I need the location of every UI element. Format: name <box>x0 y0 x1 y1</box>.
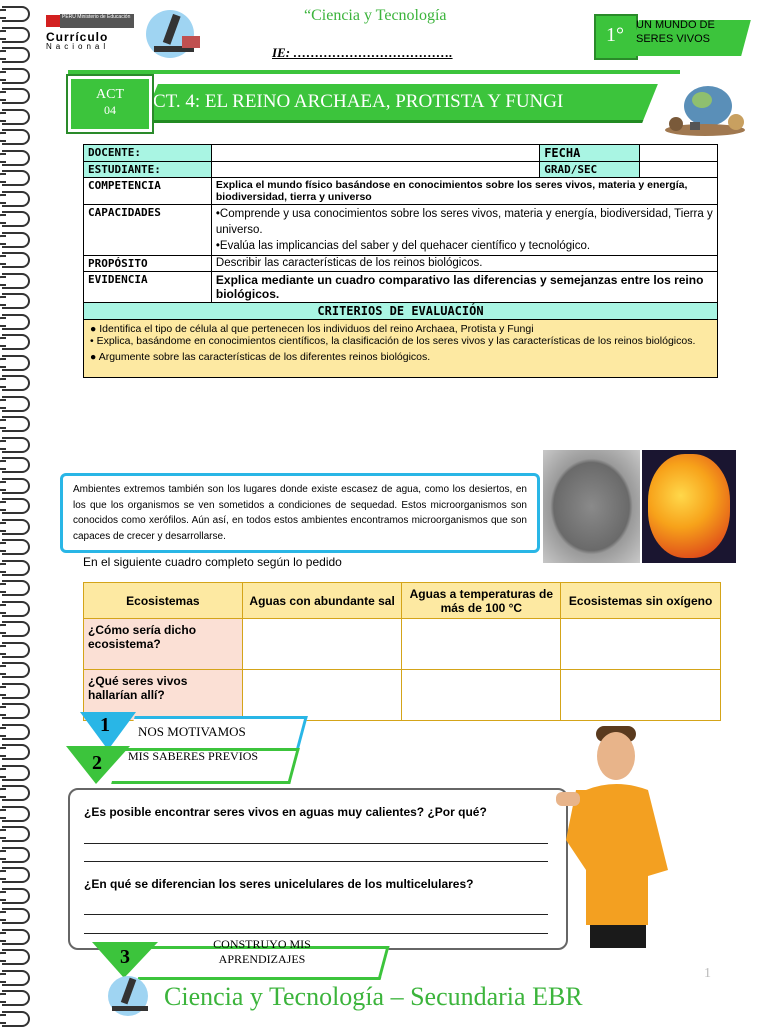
spiral-ring <box>2 6 30 22</box>
student-pointing-image <box>556 720 696 948</box>
criterio-3: ● Argumente sobre las características de los diferentes reinos biológicos. <box>90 351 431 363</box>
step-3-number: 3 <box>120 946 130 968</box>
spiral-ring <box>2 457 30 473</box>
fecha-field[interactable] <box>640 145 718 162</box>
spiral-ring <box>2 129 30 145</box>
spiral-ring <box>2 867 30 883</box>
estudiante-field[interactable] <box>211 162 539 178</box>
eco-row-question-2: ¿Qué seres vivos hallarían allí? <box>84 670 243 721</box>
criterio-3-text: Argumente sobre las características de los diferentes reinos biológicos. <box>98 351 431 363</box>
grade-number: 1° <box>606 24 624 46</box>
spiral-ring <box>2 314 30 330</box>
spiral-ring <box>2 47 30 63</box>
microorganism-micrograph <box>543 450 640 563</box>
question-2: ¿En qué se diferencian los seres unicelulares de los multicelulares? <box>84 877 474 891</box>
spiral-ring <box>2 580 30 596</box>
step-3-label: CONSTRUYO MIS APRENDIZAJES <box>213 937 311 966</box>
eco-row-question-1: ¿Cómo sería dicho ecosistema? <box>84 619 243 670</box>
spiral-ring <box>2 293 30 309</box>
docente-label: DOCENTE: <box>84 145 212 162</box>
criterios-header: CRITERIOS DE EVALUACIÓN <box>84 303 718 320</box>
spiral-ring <box>2 191 30 207</box>
green-rule <box>68 70 680 74</box>
eco-header-sal: Aguas con abundante sal <box>242 583 402 619</box>
spiral-ring <box>2 252 30 268</box>
step-2-banner <box>66 744 300 786</box>
eco-header-ecosistemas: Ecosistemas <box>84 583 243 619</box>
footer-title: Ciencia y Tecnología – Secundaria EBR <box>164 982 583 1011</box>
criterios-cell <box>84 320 718 378</box>
spiral-binding <box>0 0 34 1024</box>
spiral-ring <box>2 375 30 391</box>
spiral-ring <box>2 560 30 576</box>
logo-ministry-text: PERÚ Ministerio de Educación <box>60 14 134 28</box>
criterio-2-text: Explica, basándome en conocimientos científicos, la clasificación de los seres vivos y las características de los reinos biológicos. <box>96 335 696 347</box>
footer-microscope-icon <box>100 970 158 1016</box>
question-1: ¿Es posible encontrar seres vivos en aguas muy calientes? ¿Por qué? <box>84 805 487 819</box>
fecha-label: FECHA <box>540 145 640 162</box>
activity-badge-line2: 04 <box>104 103 116 117</box>
spiral-ring <box>2 785 30 801</box>
capacidades-label: CAPACIDADES <box>84 205 212 256</box>
spiral-ring <box>2 662 30 678</box>
spiral-ring <box>2 744 30 760</box>
spiral-ring <box>2 539 30 555</box>
capacidades-cell <box>211 205 717 256</box>
criterio-1-text: Identifica el tipo de célula al que pertenecen los individuos del reino Archaea, Protista y Fungi <box>99 323 534 335</box>
instruction-text: En el siguiente cuadro completo según lo pedido <box>83 555 342 569</box>
eco-answer-cell[interactable] <box>561 670 721 721</box>
spiral-ring <box>2 908 30 924</box>
spiral-ring <box>2 806 30 822</box>
intro-text-box <box>60 473 540 553</box>
evidencia-label: EVIDENCIA <box>84 272 212 303</box>
curriculo-logo <box>46 12 136 56</box>
unit-badge <box>594 14 754 60</box>
logo-title: Currículo <box>46 30 109 44</box>
spiral-ring <box>2 232 30 248</box>
spiral-ring <box>2 929 30 945</box>
step-1-label: NOS MOTIVAMOS <box>138 724 246 739</box>
spiral-ring <box>2 847 30 863</box>
criterio-1: ● Identifica el tipo de célula al que pertenecen los individuos del reino Archaea, Protista y Fungi <box>90 323 534 335</box>
microscope-icon <box>142 6 204 58</box>
competencia-label: COMPETENCIA <box>84 178 212 205</box>
spiral-ring <box>2 396 30 412</box>
microorganism-colored-image <box>642 450 736 563</box>
spiral-ring <box>2 642 30 658</box>
eco-answer-cell[interactable] <box>242 619 402 670</box>
spiral-ring <box>2 724 30 740</box>
spiral-ring <box>2 109 30 125</box>
answer-line[interactable] <box>84 933 548 934</box>
spiral-ring <box>2 437 30 453</box>
intro-text: Ambientes extremos también son los lugares donde existe escasez de agua, como los desiertos, en los que los organismos se ven sometidos a condiciones de sequedad. Estos microorganismos son conocidos como xerófilos. Aún así, en todos estos ambientes encontramos microorganismos que son capaces de crecer y desarrollarse. <box>73 484 527 542</box>
answer-line[interactable] <box>84 861 548 862</box>
spiral-ring <box>2 703 30 719</box>
activity-title: CT. 4: EL REINO ARCHAEA, PROTISTA Y FUNGI <box>153 91 564 112</box>
spiral-ring <box>2 478 30 494</box>
spiral-ring <box>2 355 30 371</box>
activity-badge-line1: ACT <box>96 87 124 102</box>
gradsec-field[interactable] <box>640 162 718 178</box>
criterio-2: • Explica, basándome en conocimientos científicos, la clasificación de los seres vivos y las características de los reinos biológicos. <box>90 335 696 347</box>
step-2-number: 2 <box>92 752 102 774</box>
answer-line[interactable] <box>84 843 548 844</box>
step-2-label: MIS SABERES PREVIOS <box>128 749 259 763</box>
competencia-text: Explica el mundo físico basándose en conocimientos sobre los seres vivos, materia y energía, biodiversidad, tierra y universo <box>211 178 717 205</box>
spiral-ring <box>2 170 30 186</box>
gradsec-label: GRAD/SEC <box>540 162 640 178</box>
spiral-ring <box>2 416 30 432</box>
ie-field[interactable]: IE: ………………………………. <box>272 45 453 60</box>
spiral-ring <box>2 826 30 842</box>
spiral-ring <box>2 970 30 986</box>
spiral-ring <box>2 990 30 1006</box>
animals-globe-image <box>662 80 748 138</box>
spiral-ring <box>2 949 30 965</box>
spiral-ring <box>2 1011 30 1027</box>
spiral-ring <box>2 68 30 84</box>
unit-title: UN MUNDO DE SERES VIVOS <box>636 19 715 45</box>
page-number: 1 <box>704 966 711 981</box>
eco-header-sin-oxigeno: Ecosistemas sin oxígeno <box>561 583 721 619</box>
activity-info-table <box>83 144 718 378</box>
eco-answer-cell[interactable] <box>402 670 561 721</box>
eco-answer-cell[interactable] <box>402 619 561 670</box>
spiral-ring <box>2 498 30 514</box>
estudiante-label: ESTUDIANTE: <box>84 162 212 178</box>
ecosystems-table <box>83 582 721 721</box>
spiral-ring <box>2 150 30 166</box>
eco-answer-cell[interactable] <box>561 619 721 670</box>
spiral-ring <box>2 27 30 43</box>
spiral-ring <box>2 519 30 535</box>
spiral-ring <box>2 888 30 904</box>
spiral-ring <box>2 334 30 350</box>
spiral-ring <box>2 211 30 227</box>
subject-title: “Ciencia y Tecnología <box>304 7 447 24</box>
logo-subtitle: Nacional <box>46 42 110 51</box>
capacidad-1: •Comprende y usa conocimientos sobre los seres vivos, materia y energía, biodiversidad, Tierra y universo. <box>215 208 713 236</box>
spiral-ring <box>2 273 30 289</box>
eco-header-temperatura: Aguas a temperaturas de más de 100 °C <box>402 583 561 619</box>
answer-line[interactable] <box>84 914 548 915</box>
evidencia-text: Explica mediante un cuadro comparativo las diferencias y semejanzas entre los reino biológicos. <box>211 272 717 303</box>
proposito-label: PROPÓSITO <box>84 256 212 272</box>
spiral-ring <box>2 621 30 637</box>
spiral-ring <box>2 601 30 617</box>
spiral-ring <box>2 88 30 104</box>
capacidad-2: •Evalúa las implicancias del saber y del quehacer científico y tecnológico. <box>215 240 591 252</box>
spiral-ring <box>2 683 30 699</box>
docente-field[interactable] <box>211 145 539 162</box>
proposito-text: Describir las características de los reinos biológicos. <box>211 256 717 272</box>
step-1-number: 1 <box>100 714 110 736</box>
spiral-ring <box>2 765 30 781</box>
activity-badge <box>68 76 152 132</box>
